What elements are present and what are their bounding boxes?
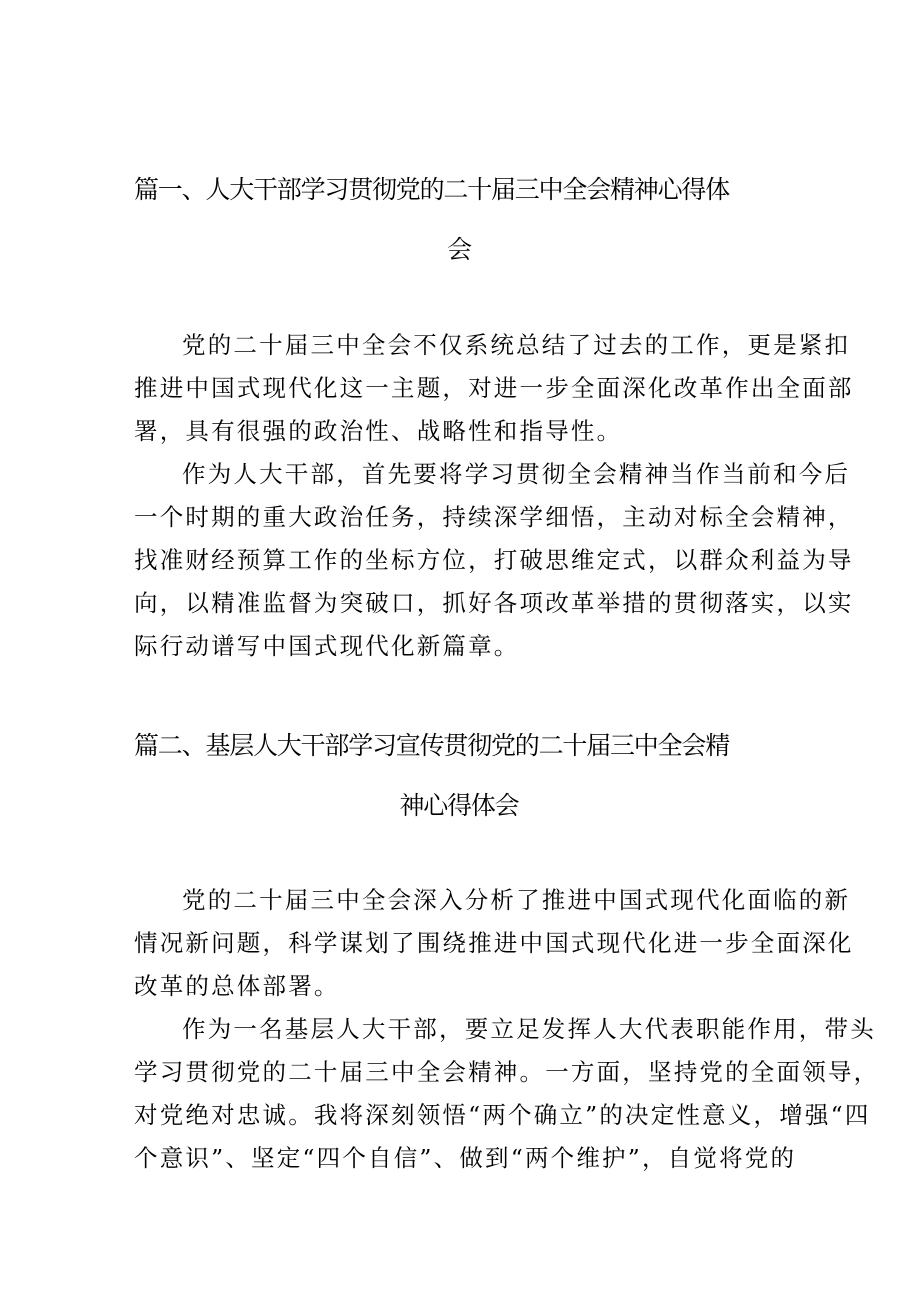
paragraph-line: 改革的总体部署。: [134, 972, 340, 1000]
paragraph-line: 找准财经预算工作的坐标方位，打破思维定式，以群众利益为导: [134, 546, 854, 574]
paragraph-line: 际行动谱写中国式现代化新篇章。: [134, 632, 520, 660]
paragraph-line: 对党绝对忠诚。我将深刻领悟“两个确立”的决定性意义，增强“四: [134, 1101, 871, 1129]
paragraph-line: 一个时期的重大政治任务，持续深学细悟，主动对标全会精神，: [134, 503, 854, 531]
paragraph-line: 作为一名基层人大干部，要立足发挥人大代表职能作用，带头: [182, 1015, 876, 1043]
paragraph-line: 党的二十届三中全会不仅系统总结了过去的工作，更是紧扣: [182, 331, 851, 359]
section-2-heading-line-1: 篇二、基层人大干部学习宣传贯彻党的二十届三中全会精: [134, 731, 730, 760]
paragraph-line: 署，具有很强的政治性、战略性和指导性。: [134, 417, 623, 445]
section-2-heading: [134, 716, 784, 836]
paragraph-line: 向，以精准监督为突破口，抓好各项改革举措的贯彻落实，以实: [134, 589, 854, 617]
paragraph-line: 党的二十届三中全会深入分析了推进中国式现代化面临的新: [182, 886, 851, 914]
section-1-heading: [134, 160, 784, 280]
paragraph-line: 个意识”、坚定“四个自信”、做到“两个维护”，自觉将党的: [134, 1144, 797, 1172]
paragraph-line: 作为人大干部，首先要将学习贯彻全会精神当作当前和今后: [182, 460, 851, 488]
section-1-paragraph-1: [134, 324, 854, 453]
paragraph-line: 推进中国式现代化这一主题，对进一步全面深化改革作出全面部: [134, 374, 854, 402]
section-1-heading-line-1: 篇一、人大干部学习贯彻党的二十届三中全会精神心得体: [134, 175, 730, 204]
section-1-paragraph-2: [134, 453, 854, 668]
paragraph-line: 情况新问题，科学谋划了围绕推进中国式现代化进一步全面深化: [134, 929, 854, 957]
paragraph-line: 学习贯彻党的二十届三中全会精神。一方面，坚持党的全面领导，: [134, 1058, 880, 1086]
section-1-heading-line-2: 会: [447, 235, 471, 264]
section-2-paragraph-1: [134, 879, 854, 1008]
section-2-paragraph-2: [134, 1008, 880, 1180]
section-2-heading-line-2: 神心得体会: [399, 791, 519, 820]
